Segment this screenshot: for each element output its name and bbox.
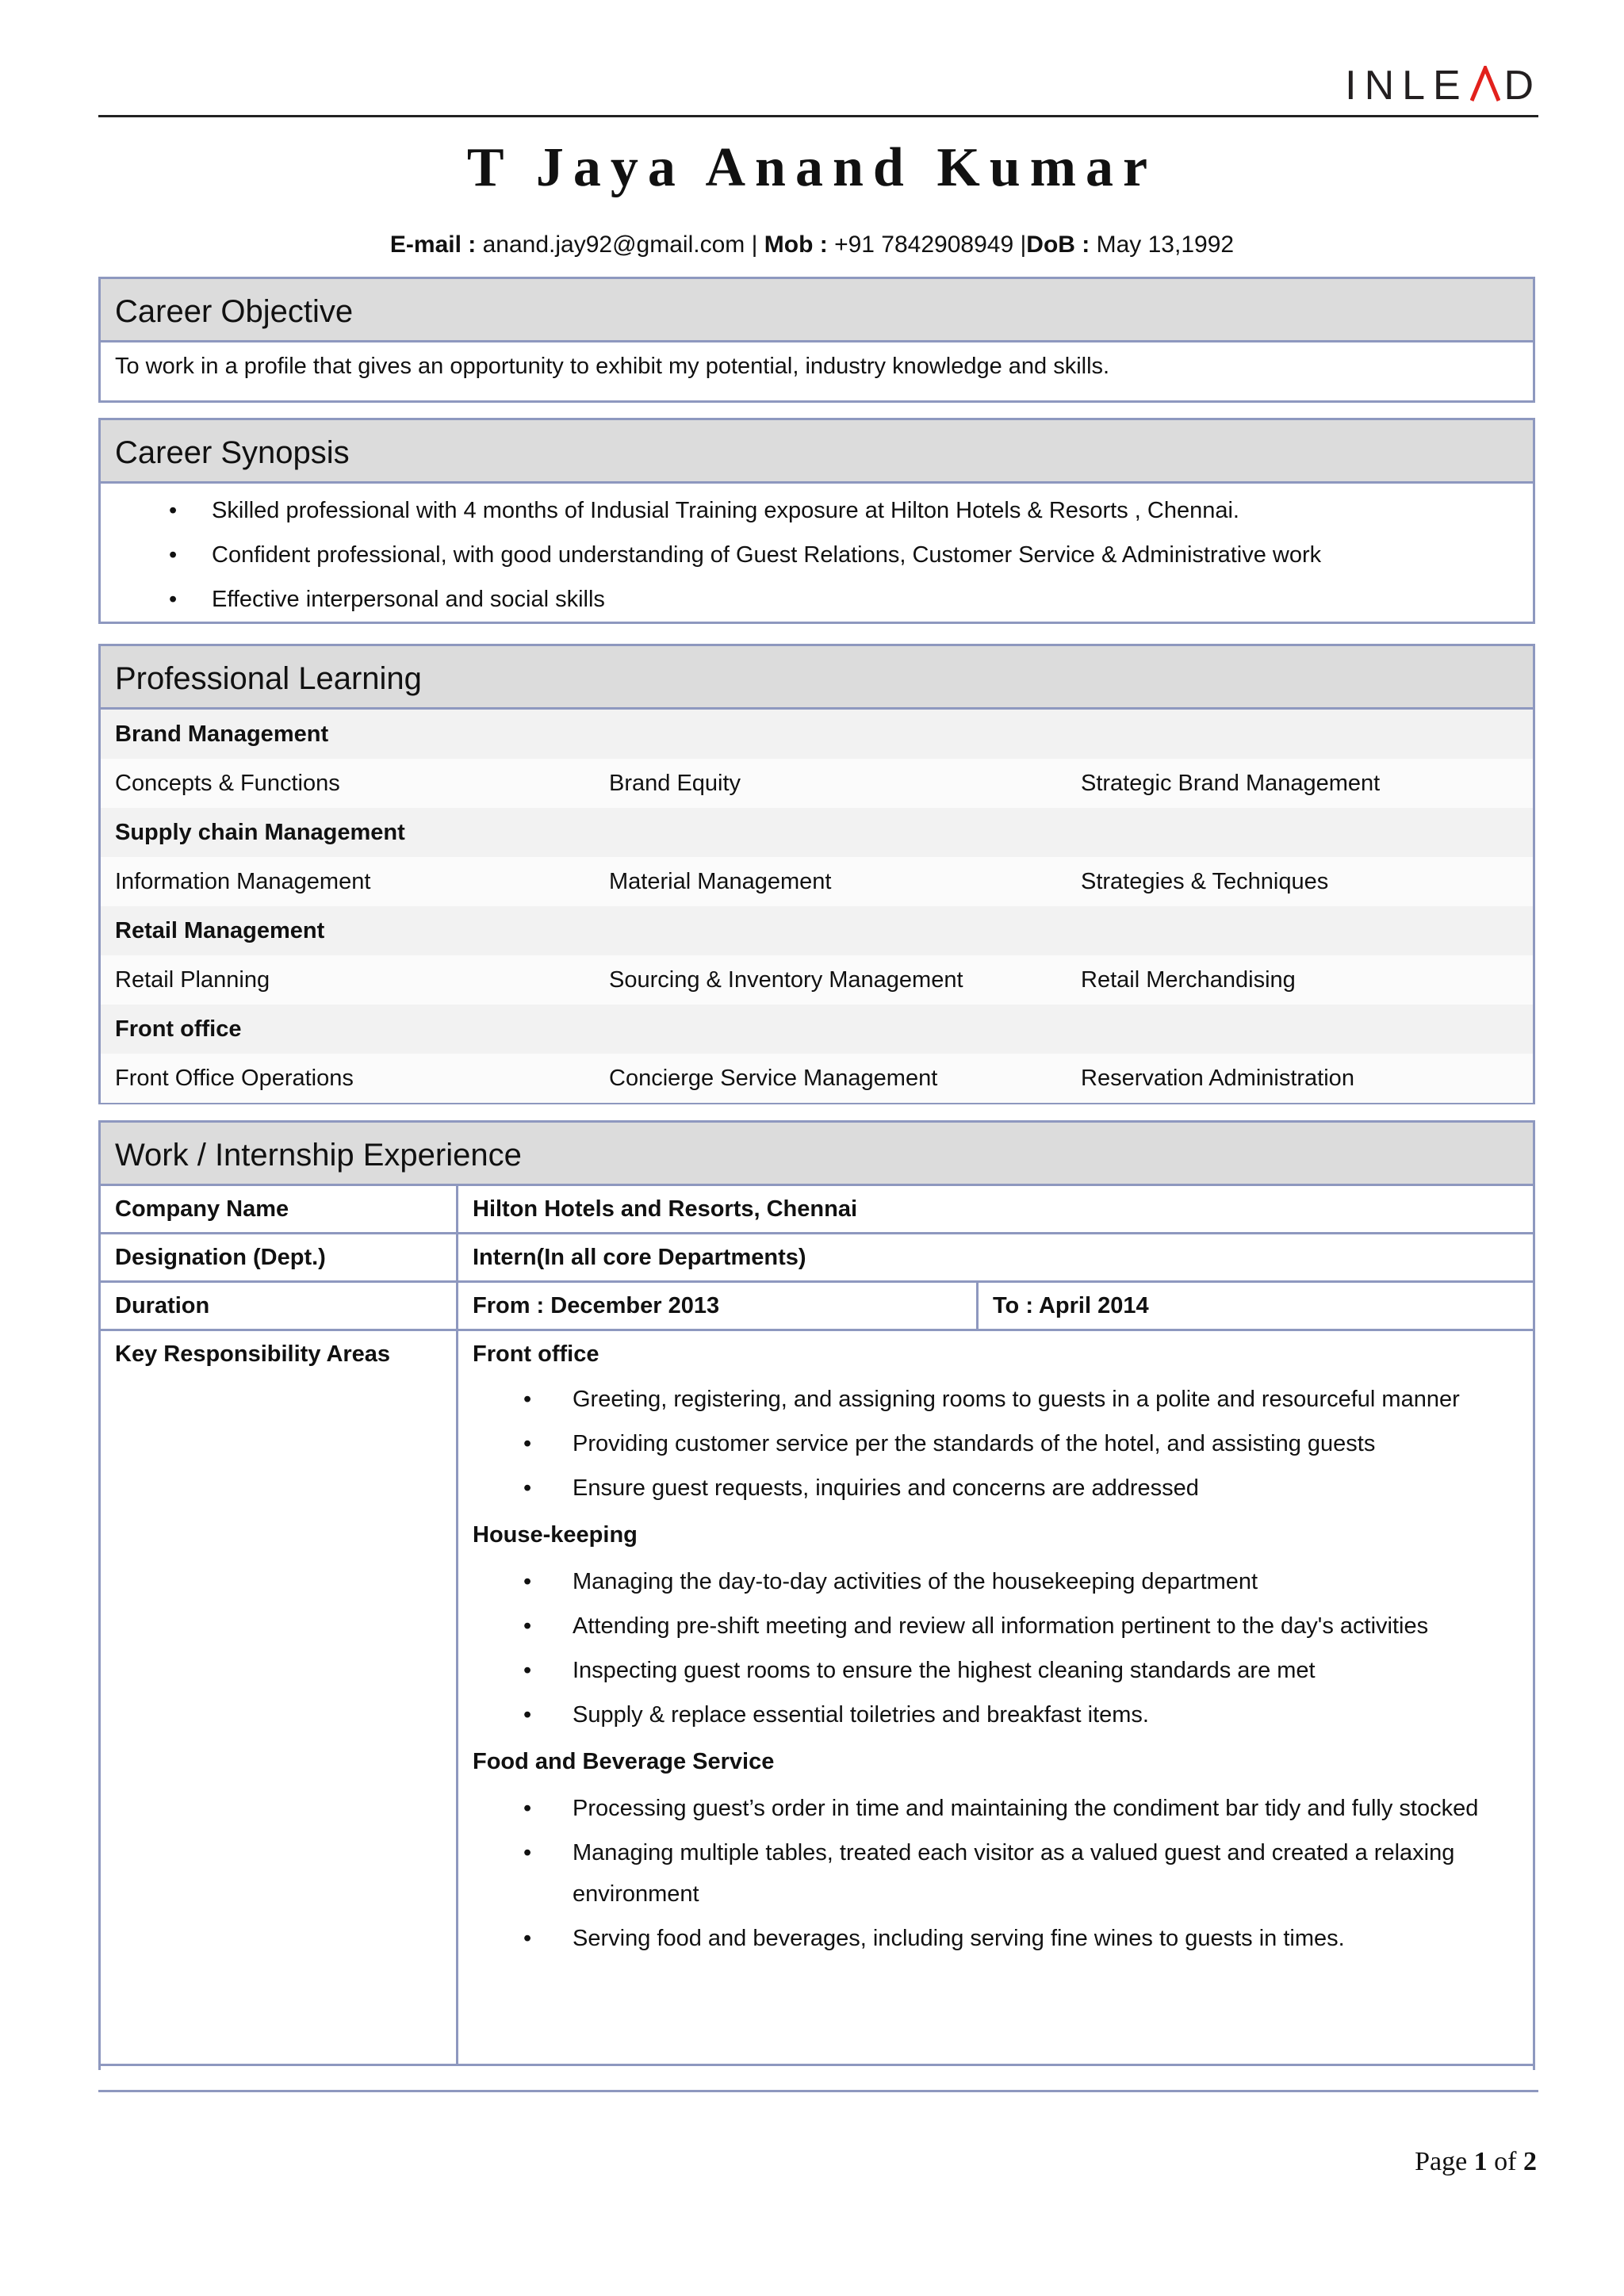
learning-category: Front office: [101, 1004, 1533, 1054]
list-item: • Confident professional, with good understanding of Guest Relations, Customer Service & Administrative work: [101, 533, 1533, 577]
kra-label: Key Responsibility Areas: [115, 1341, 391, 1367]
work-experience-section: [98, 1120, 1535, 2070]
table-row: [100, 1282, 1534, 1330]
objective-text: To work in a profile that gives an opportunity to exhibit my potential, industry knowledge and skills.: [115, 354, 1110, 379]
kra-heading: Front office: [473, 1341, 599, 1367]
list-item: • Effective interpersonal and social skills: [101, 577, 1533, 622]
list-item: • Ensure guest requests, inquiries and concerns are addressed: [473, 1466, 1519, 1510]
list-item: • Managing multiple tables, treated each visitor as a valued guest and created a relaxing environment: [473, 1831, 1519, 1916]
bullet-icon: •: [523, 1387, 532, 1412]
list-item: • Greeting, registering, and assigning rooms to guests in a polite and resourceful manner: [473, 1377, 1519, 1422]
logo-a-letter: [1469, 63, 1504, 109]
list-item: • Managing the day-to-day activities of the housekeeping department: [473, 1559, 1519, 1604]
section-title: Work / Internship Experience: [101, 1123, 1533, 1184]
bullet-icon: •: [523, 1926, 532, 1951]
email-value[interactable]: anand.jay92@gmail.com: [482, 232, 745, 258]
bullet-icon: •: [169, 587, 178, 612]
duration-to: To : April 2014: [978, 1282, 1534, 1330]
kra-content: [458, 1330, 1534, 2065]
list-item: • Attending pre-shift meeting and review all information pertinent to the day's activities: [473, 1604, 1519, 1648]
bullet-icon: •: [169, 498, 178, 523]
kra-list: [473, 1559, 1519, 1737]
bullet-icon: •: [523, 1569, 532, 1594]
kra-heading: Food and Beverage Service: [473, 1749, 775, 1774]
table-row: [100, 1330, 1534, 2065]
bullet-icon: •: [523, 1658, 532, 1683]
duration-from: From : December 2013: [458, 1282, 978, 1330]
logo-triangle-icon: [1470, 66, 1500, 102]
company-logo: INLE D: [1345, 63, 1542, 109]
career-synopsis-section: [98, 418, 1535, 624]
learning-items-row: Retail Planning Sourcing & Inventory Management Retail Merchandising: [101, 955, 1533, 1004]
career-objective-section: [98, 277, 1535, 403]
company-value: Hilton Hotels and Resorts, Chennai: [458, 1185, 1534, 1234]
work-table: [98, 1184, 1535, 2066]
section-title: Career Synopsis: [101, 420, 1533, 484]
bullet-icon: •: [523, 1840, 532, 1866]
list-item: • Inspecting guest rooms to ensure the highest cleaning standards are met: [473, 1648, 1519, 1693]
list-item: • Skilled professional with 4 months of Indusial Training exposure at Hilton Hotels & Resorts , Chennai.: [101, 488, 1533, 533]
list-item: • Serving food and beverages, including serving fine wines to guests in times.: [473, 1916, 1519, 1961]
duration-label: Duration: [100, 1282, 458, 1330]
kra-heading: House-keeping: [473, 1522, 638, 1548]
table-row: [100, 1234, 1534, 1282]
kra-list: [473, 1377, 1519, 1510]
mobile-value: +91 7842908949: [834, 232, 1014, 258]
bullet-icon: •: [523, 1702, 532, 1728]
professional-learning-section: [98, 644, 1535, 1104]
designation-value: Intern(In all core Departments): [458, 1234, 1534, 1282]
bullet-icon: •: [169, 542, 178, 568]
learning-category: Retail Management: [101, 906, 1533, 955]
list-item: • Providing customer service per the standards of the hotel, and assisting guests: [473, 1422, 1519, 1466]
kra-list: [473, 1786, 1519, 1961]
bullet-icon: •: [523, 1475, 532, 1501]
designation-label: Designation (Dept.): [100, 1234, 458, 1282]
list-item: • Supply & replace essential toiletries and breakfast items.: [473, 1693, 1519, 1737]
bullet-icon: •: [523, 1431, 532, 1456]
table-row: [100, 1185, 1534, 1234]
learning-category: Brand Management: [101, 710, 1533, 759]
footer-rule: [98, 2090, 1538, 2092]
learning-items-row: Front Office Operations Concierge Service Management Reservation Administration: [101, 1054, 1533, 1103]
header-rule: [98, 115, 1538, 117]
company-label: Company Name: [100, 1185, 458, 1234]
dob-value: May 13,1992: [1096, 232, 1235, 258]
section-title: Career Objective: [101, 279, 1533, 342]
page-indicator: Page 1 of 2: [1415, 2147, 1537, 2176]
contact-line: E-mail : anand.jay92@gmail.com | Mob : +91 7842908949 |DoB : May 13,1992: [389, 232, 1235, 258]
learning-items-row: Information Management Material Management Strategies & Techniques: [101, 857, 1533, 906]
learning-items-row: Concepts & Functions Brand Equity Strategic Brand Management: [101, 759, 1533, 808]
learning-category: Supply chain Management: [101, 808, 1533, 857]
bullet-icon: •: [523, 1796, 532, 1821]
candidate-name: T Jaya Anand Kumar: [466, 137, 1158, 198]
list-item: • Processing guest’s order in time and maintaining the condiment bar tidy and fully stocked: [473, 1786, 1519, 1831]
section-title: Professional Learning: [101, 646, 1533, 710]
bullet-icon: •: [523, 1613, 532, 1639]
synopsis-list: [101, 484, 1533, 622]
